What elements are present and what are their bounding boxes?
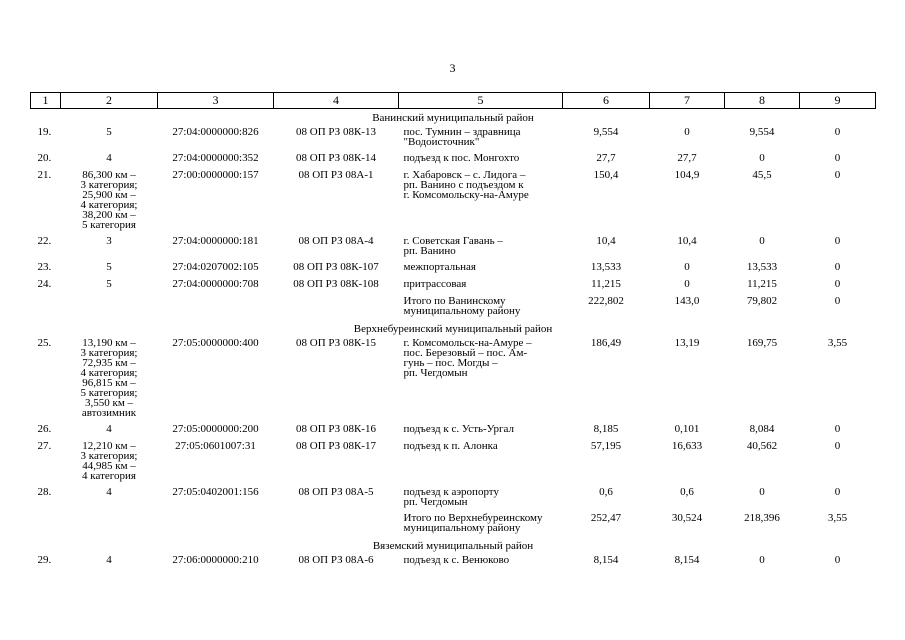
length-col9: 0	[834, 169, 841, 181]
road-id: 08 ОП РЗ 08А-6	[298, 554, 374, 566]
header-cell: 9	[800, 93, 876, 109]
length-col9: 0	[834, 261, 841, 273]
total-length: 252,47	[590, 512, 622, 524]
page-number: 3	[449, 61, 456, 75]
length-col7: 8,154	[674, 554, 700, 566]
cadastral-number: 27:00:0000000:157	[172, 169, 259, 181]
length-col7: 16,633	[671, 440, 703, 452]
category-line: 44,985 км –	[82, 460, 136, 472]
cadastral-number: 27:05:0000000:200	[172, 423, 259, 435]
section-row	[31, 537, 876, 553]
category-line: 4	[106, 486, 112, 498]
length-col8: 13,533	[746, 261, 778, 273]
row-number: 19.	[37, 126, 52, 138]
road-name-line: рп. Чегдомын	[403, 367, 468, 379]
length-col8: 0	[759, 235, 765, 247]
total-length: 8,154	[593, 554, 619, 566]
length-col8: 40,562	[746, 440, 778, 452]
road-name-line: межпортальная	[403, 261, 476, 273]
row-number: 22.	[37, 235, 52, 247]
road-id: 08 ОП РЗ 08А-4	[298, 235, 374, 247]
category-line: 38,200 км –	[82, 209, 136, 221]
length-col8: 0	[759, 554, 765, 566]
road-name	[399, 234, 563, 260]
road-id: 08 ОП РЗ 08К-17	[296, 440, 376, 452]
category-cell	[61, 277, 158, 294]
length-col8: 8,084	[749, 423, 775, 435]
length-col8: 218,396	[744, 512, 780, 524]
row-number: 28.	[37, 486, 52, 498]
total-length: 222,802	[588, 295, 624, 307]
road-name-line: рп. Чегдомын	[403, 496, 468, 508]
road-name-line: подъезд к пос. Монгохто	[403, 152, 520, 164]
table-row	[31, 168, 876, 234]
header-cell: 6	[563, 93, 650, 109]
length-col9: 0	[834, 440, 841, 452]
table-row	[31, 125, 876, 151]
section-title: Ванинский муниципальный район	[372, 112, 534, 124]
length-col7: 143,0	[674, 295, 700, 307]
length-col8: 169,75	[746, 337, 778, 349]
total-length: 150,4	[593, 169, 619, 181]
category-line: 4 категория;	[80, 367, 138, 379]
road-id: 08 ОП РЗ 08К-13	[296, 126, 376, 138]
length-col9: 0	[834, 235, 841, 247]
header-cell: 7	[650, 93, 725, 109]
road-name-line: подъезд к аэропорту	[403, 486, 499, 498]
road-name-line: г. Советская Гавань –	[403, 235, 503, 247]
cadastral-number	[158, 511, 274, 537]
category-line: 72,935 км –	[82, 357, 136, 369]
length-col7: 10,4	[677, 235, 697, 247]
length-col7: 13,19	[674, 337, 700, 349]
road-name-line: г. Комсомольску-на-Амуре	[403, 189, 529, 201]
road-name	[399, 168, 563, 234]
length-col7: 0	[684, 278, 690, 290]
cadastral-number: 27:04:0000000:708	[172, 278, 259, 290]
length-col7: 0	[684, 126, 690, 138]
cadastral-number: 27:05:0402001:156	[172, 486, 259, 498]
cadastral-number: 27:04:0000000:352	[172, 152, 259, 164]
row-number: 27.	[37, 440, 52, 452]
category-line: 12,210 км –	[82, 440, 136, 452]
total-length: 27,7	[596, 152, 616, 164]
length-col7: 0,6	[680, 486, 694, 498]
road-name-line: подъезд к п. Алонка	[403, 440, 498, 452]
section-row	[31, 320, 876, 336]
road-name	[399, 277, 563, 294]
cadastral-number: 27:04:0000000:181	[172, 235, 259, 247]
length-col8: 11,215	[747, 278, 777, 290]
row-number	[31, 294, 61, 320]
length-col9: 3,55	[827, 337, 848, 349]
category-cell	[61, 485, 158, 511]
road-name-line: пос. Тумнин – здравница	[403, 126, 521, 138]
row-number: 26.	[37, 423, 52, 435]
road-name-line: гунь – пос. Могды –	[403, 357, 498, 369]
road-name	[399, 553, 563, 570]
length-col8: 45,5	[752, 169, 772, 181]
category-line: 5 категория	[82, 219, 136, 231]
table-row	[31, 260, 876, 277]
length-col7: 27,7	[677, 152, 697, 164]
table-row	[31, 151, 876, 168]
header-cell: 3	[158, 93, 274, 109]
category-line: автозимник	[81, 407, 137, 419]
row-number: 29.	[37, 554, 52, 566]
category-cell	[61, 294, 158, 320]
roads-table	[30, 92, 876, 570]
section-row	[31, 109, 876, 126]
category-line: 5 категория;	[80, 387, 138, 399]
category-line: 4	[106, 554, 112, 566]
table-row	[31, 336, 876, 422]
road-name-line: Итого по Ванинскому	[403, 295, 506, 307]
road-name-line: подъезд к с. Усть-Ургал	[403, 423, 514, 435]
road-name-line: Итого по Верхнебуреинскому	[403, 512, 543, 524]
road-name-line: г. Хабаровск – с. Лидога –	[403, 169, 526, 181]
category-line: 5	[106, 261, 112, 273]
length-col9: 0	[834, 126, 841, 138]
road-name	[399, 151, 563, 168]
header-row	[31, 93, 876, 109]
table-row	[31, 553, 876, 570]
category-cell	[61, 168, 158, 234]
road-name	[399, 439, 563, 485]
category-cell	[61, 234, 158, 260]
road-name-line: "Водоисточник"	[403, 136, 480, 148]
length-col9: 0	[834, 423, 841, 435]
total-length: 11,215	[591, 278, 621, 290]
category-cell	[61, 511, 158, 537]
length-col7: 0	[684, 261, 690, 273]
road-name-line: рп. Ванино	[403, 245, 456, 257]
length-col8: 0	[759, 152, 765, 164]
category-line: 3 категория;	[80, 347, 138, 359]
category-cell	[61, 125, 158, 151]
row-number	[31, 511, 61, 537]
category-line: 4 категория;	[80, 199, 138, 211]
category-cell	[61, 151, 158, 168]
road-id: 08 ОП РЗ 08К-14	[296, 152, 376, 164]
road-name	[399, 336, 563, 422]
category-cell	[61, 439, 158, 485]
length-col7: 0,101	[674, 423, 700, 435]
category-line: 3 категория;	[80, 179, 138, 191]
road-name	[399, 485, 563, 511]
total-length: 0,6	[599, 486, 613, 498]
row-number: 25.	[37, 337, 52, 349]
road-name-line: муниципальному району	[403, 522, 521, 534]
road-id	[274, 511, 399, 537]
road-name-line: муниципальному району	[403, 305, 521, 317]
category-cell	[61, 422, 158, 439]
total-length: 186,49	[590, 337, 622, 349]
length-col9: 3,55	[827, 512, 848, 524]
category-line: 96,815 км –	[82, 377, 136, 389]
road-name	[399, 260, 563, 277]
section-title: Вяземский муниципальный район	[372, 540, 534, 552]
total-length: 9,554	[593, 126, 619, 138]
header-cell: 2	[61, 93, 158, 109]
length-col8: 0	[759, 486, 765, 498]
road-id	[274, 294, 399, 320]
row-number: 20.	[37, 152, 52, 164]
road-name	[399, 125, 563, 151]
cadastral-number: 27:04:0000000:826	[172, 126, 259, 138]
row-number: 24.	[37, 278, 52, 290]
cadastral-number	[158, 294, 274, 320]
road-name	[399, 294, 563, 320]
road-name-line: притрассовая	[403, 278, 467, 290]
cadastral-number: 27:05:0000000:400	[172, 337, 259, 349]
road-name-line: г. Комсомольск-на-Амуре –	[403, 337, 532, 349]
row-number: 23.	[37, 261, 52, 273]
length-col9: 0	[834, 554, 841, 566]
cadastral-number: 27:04:0207002:105	[172, 261, 259, 273]
length-col7: 104,9	[674, 169, 700, 181]
category-line: 4	[106, 423, 112, 435]
table-row	[31, 485, 876, 511]
road-name-line: рп. Ванино с подъездом к	[403, 179, 524, 191]
length-col8: 79,802	[746, 295, 778, 307]
header-cell: 5	[399, 93, 563, 109]
category-line: 5	[106, 278, 112, 290]
row-number: 21.	[37, 169, 52, 181]
total-length: 13,533	[590, 261, 622, 273]
road-id: 08 ОП РЗ 08К-15	[296, 337, 376, 349]
length-col9: 0	[834, 295, 841, 307]
category-line: 13,190 км –	[82, 337, 136, 349]
road-id: 08 ОП РЗ 08К-107	[293, 261, 379, 273]
section-title: Верхнебуреинский муниципальный район	[353, 323, 553, 335]
table-row	[31, 439, 876, 485]
table-row	[31, 277, 876, 294]
category-line: 3,550 км –	[84, 397, 134, 409]
total-row	[31, 511, 876, 537]
category-line: 3 категория;	[80, 450, 138, 462]
category-line: 5	[106, 126, 112, 138]
category-line: 25,900 км –	[82, 189, 136, 201]
category-cell	[61, 553, 158, 570]
total-length: 57,195	[590, 440, 622, 452]
total-length: 8,185	[593, 423, 619, 435]
table-row	[31, 234, 876, 260]
road-id: 08 ОП РЗ 08К-108	[293, 278, 379, 290]
length-col9: 0	[834, 486, 841, 498]
category-line: 86,300 км –	[82, 169, 136, 181]
cadastral-number: 27:05:0601007:31	[175, 440, 256, 452]
road-name	[399, 422, 563, 439]
road-id: 08 ОП РЗ 08А-5	[298, 486, 374, 498]
length-col9: 0	[834, 152, 841, 164]
road-id: 08 ОП РЗ 08А-1	[298, 169, 374, 181]
table-row	[31, 422, 876, 439]
road-name-line: пос. Березовый – пос. Ам-	[403, 347, 528, 359]
header-cell: 4	[274, 93, 399, 109]
total-length: 10,4	[596, 235, 616, 247]
category-cell	[61, 336, 158, 422]
cadastral-number: 27:06:0000000:210	[172, 554, 259, 566]
header-cell: 1	[31, 93, 61, 109]
total-row	[31, 294, 876, 320]
category-line: 3	[106, 235, 112, 247]
category-line: 4	[106, 152, 112, 164]
road-name	[399, 511, 563, 537]
road-id: 08 ОП РЗ 08К-16	[296, 423, 376, 435]
length-col8: 9,554	[749, 126, 775, 138]
header-cell: 8	[725, 93, 800, 109]
category-line: 4 категория	[82, 470, 136, 482]
length-col9: 0	[834, 278, 841, 290]
road-name-line: подъезд к с. Венюково	[403, 554, 510, 566]
category-cell	[61, 260, 158, 277]
length-col7: 30,524	[671, 512, 703, 524]
